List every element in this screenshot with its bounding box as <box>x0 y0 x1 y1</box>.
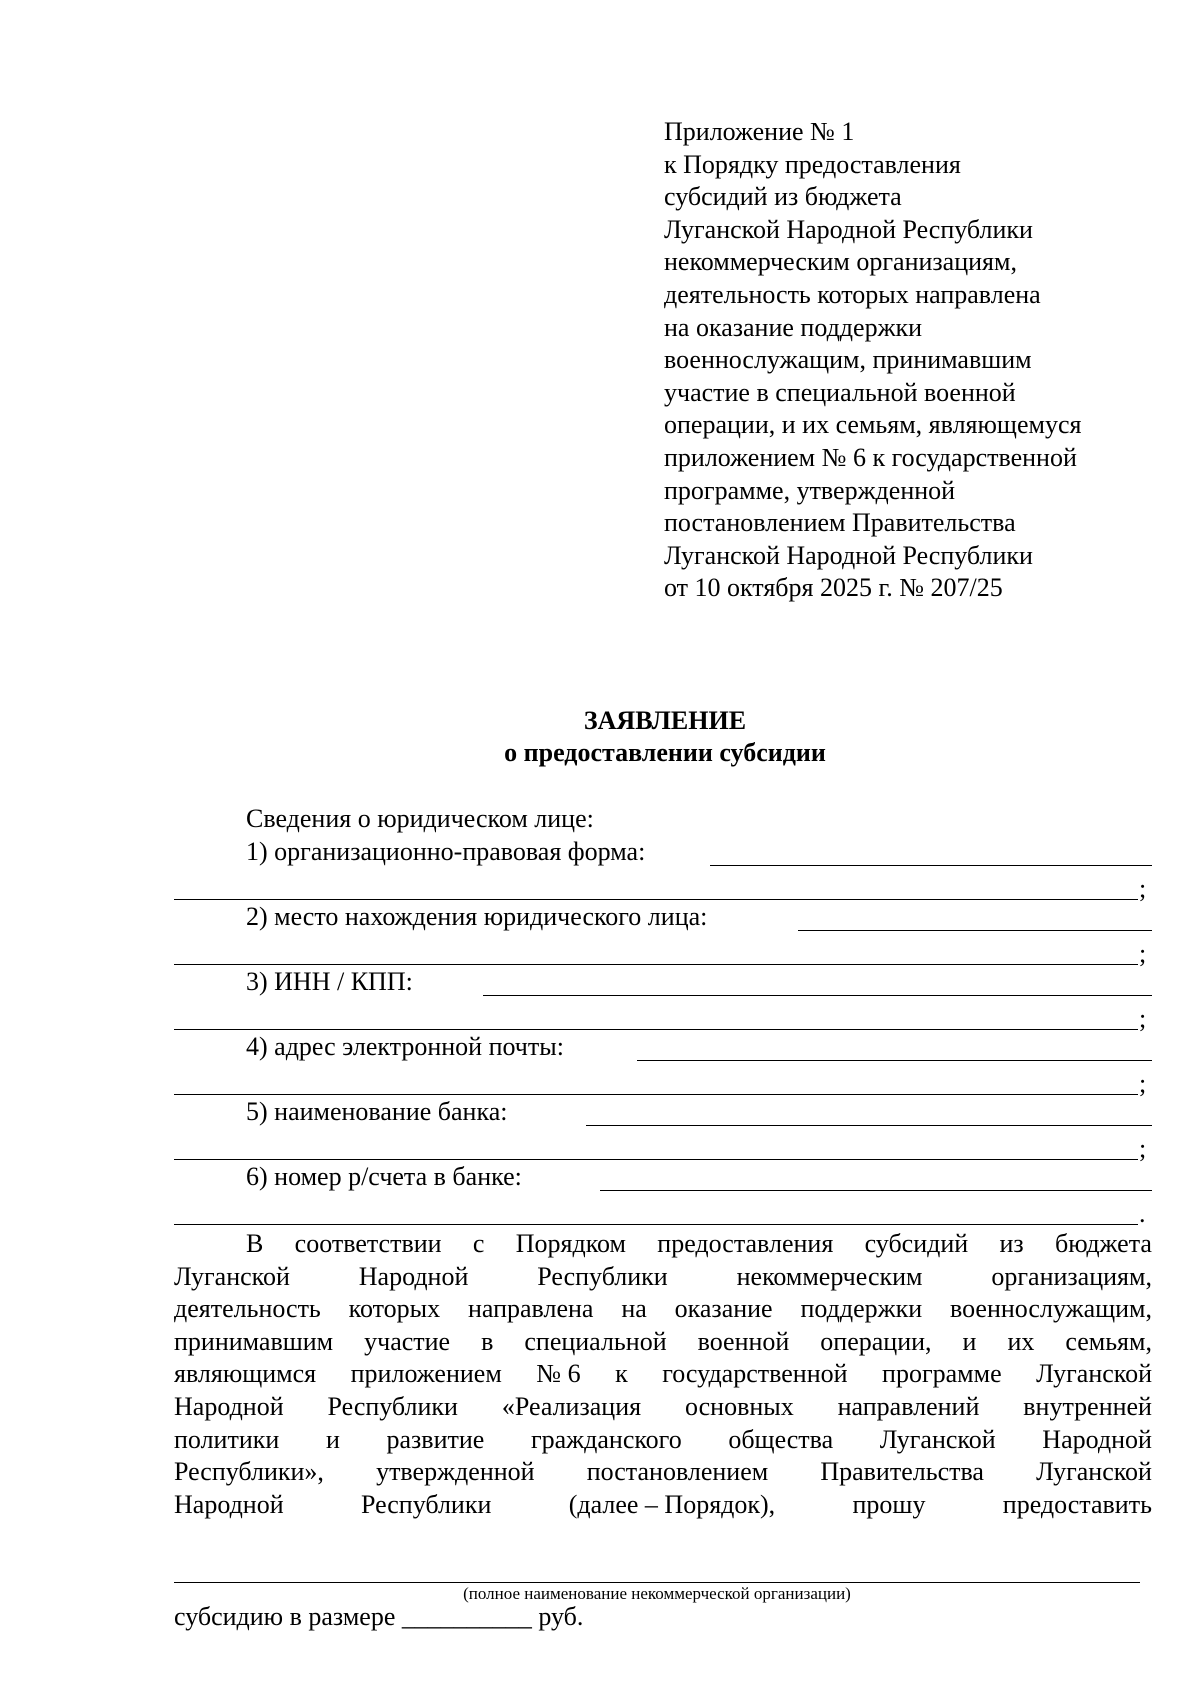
paragraph-word: к <box>615 1359 628 1389</box>
paragraph-word: являющимся <box>174 1359 317 1389</box>
paragraph-word: № 6 <box>536 1359 581 1389</box>
subsidy-currency: руб. <box>538 1602 584 1631</box>
paragraph-word: с <box>472 1229 485 1258</box>
appendix-line: к Порядку предоставления <box>664 149 961 179</box>
paragraph-word: внутренней <box>1023 1391 1152 1421</box>
appendix-line: военнослужащим, принимавшим <box>664 345 1032 375</box>
paragraph-word: государственной <box>662 1359 848 1389</box>
paragraph-word: Луганской <box>174 1261 290 1291</box>
field-blank-location-cont[interactable] <box>174 964 1138 965</box>
paragraph-word: оказание <box>674 1294 773 1324</box>
paragraph-word: Луганской <box>1036 1457 1152 1487</box>
paragraph-word: гражданского <box>530 1424 682 1454</box>
paragraph-word: в <box>481 1326 494 1356</box>
field-blank-bank-name-cont[interactable] <box>174 1159 1138 1160</box>
paragraph-word: приложением <box>350 1359 502 1389</box>
paragraph-word: Луганской <box>1036 1359 1152 1389</box>
field-label-location: 2) место нахождения юридического лица: <box>246 902 708 931</box>
paragraph-word: В <box>246 1229 264 1258</box>
paragraph-word: субсидий <box>864 1229 969 1258</box>
field-end-mark: ; <box>1139 1134 1147 1163</box>
appendix-line: субсидий из бюджета <box>664 182 902 212</box>
paragraph-line <box>174 1456 1152 1489</box>
paragraph-word: семьям, <box>1065 1326 1152 1356</box>
field-end-mark: ; <box>1139 939 1147 968</box>
paragraph-word: бюджета <box>1055 1229 1152 1258</box>
paragraph-word: Республики», <box>174 1457 324 1487</box>
paragraph-line <box>174 1358 1152 1391</box>
paragraph-word: Порядком <box>515 1229 626 1258</box>
paragraph-line <box>174 1228 1152 1261</box>
appendix-line: программе, утвержденной <box>664 475 956 505</box>
paragraph-word: постановлением <box>586 1457 769 1487</box>
appendix-line: Луганской Народной Республики <box>664 214 1033 244</box>
paragraph-word: прошу <box>852 1489 926 1519</box>
paragraph-line <box>174 1261 1152 1294</box>
paragraph-word: деятельность <box>174 1294 321 1324</box>
paragraph-word: соответствии <box>294 1229 442 1258</box>
paragraph-word: политики <box>174 1424 280 1454</box>
appendix-line: на оказание поддержки <box>664 312 923 342</box>
paragraph-word: Республики <box>360 1489 492 1519</box>
paragraph-word: «Реализация <box>501 1391 642 1421</box>
paragraph-word: участие <box>364 1326 451 1356</box>
paragraph-word: военнослужащим, <box>950 1294 1152 1324</box>
paragraph-word: направлений <box>837 1391 980 1421</box>
form-intro: Сведения о юридическом лице: <box>246 804 594 833</box>
paragraph-word: поддержки <box>800 1294 923 1324</box>
field-blank-account-number[interactable] <box>600 1190 1152 1191</box>
paragraph-word: Народной <box>1042 1424 1152 1454</box>
paragraph-word: Народной <box>174 1391 284 1421</box>
paragraph-word: операции, <box>820 1326 932 1356</box>
paragraph-word: общества <box>728 1424 834 1454</box>
paragraph-word: на <box>621 1294 647 1324</box>
field-label-account-number: 6) номер р/счета в банке: <box>246 1162 522 1191</box>
subsidy-prefix: субсидию в размере <box>174 1602 396 1631</box>
request-paragraph <box>174 1228 1152 1521</box>
paragraph-word: Луганской <box>879 1424 996 1454</box>
appendix-line: Луганской Народной Республики <box>664 540 1033 570</box>
paragraph-line <box>174 1391 1152 1424</box>
appendix-line: некоммерческим организациям, <box>664 247 1017 277</box>
paragraph-word: организациям, <box>991 1261 1152 1291</box>
subsidy-amount-line <box>174 1602 583 1632</box>
field-label-legal-form: 1) организационно-правовая форма: <box>246 837 646 866</box>
appendix-line: Приложение № 1 <box>664 117 855 146</box>
paragraph-word: Республики <box>537 1261 668 1291</box>
document-subtitle: о предоставлении субсидии <box>504 738 826 767</box>
field-label-inn-kpp: 3) ИНН / КПП: <box>246 967 413 996</box>
organization-name-blank[interactable] <box>174 1582 1140 1583</box>
paragraph-line <box>174 1293 1152 1326</box>
appendix-line: участие в специальной военной <box>664 377 1016 407</box>
paragraph-word: принимавшим <box>174 1326 334 1356</box>
appendix-line: деятельность которых направлена <box>664 279 1041 309</box>
paragraph-word: Правительства <box>820 1457 984 1487</box>
paragraph-word: и <box>325 1424 340 1454</box>
paragraph-word: из <box>999 1229 1024 1258</box>
field-blank-account-number-cont[interactable] <box>174 1224 1138 1225</box>
paragraph-line <box>174 1326 1152 1359</box>
document-title: ЗАЯВЛЕНИЕ <box>583 706 747 735</box>
appendix-line: операции, и их семьям, являющемуся <box>664 410 1082 440</box>
paragraph-word: Народной <box>174 1489 284 1519</box>
field-end-mark: ; <box>1139 1069 1147 1098</box>
field-end-mark: . <box>1139 1199 1146 1228</box>
paragraph-word: их <box>1007 1326 1035 1356</box>
field-blank-inn-kpp-cont[interactable] <box>174 1029 1138 1030</box>
subsidy-amount-blank[interactable]: __________ <box>401 1602 532 1631</box>
field-label-email: 4) адрес электронной почты: <box>246 1032 564 1061</box>
field-blank-bank-name[interactable] <box>586 1125 1152 1126</box>
appendix-line: приложением № 6 к государственной <box>664 442 1077 472</box>
field-end-mark: ; <box>1139 1004 1147 1033</box>
organization-name-caption: (полное наименование некоммерческой организации) <box>463 1584 851 1603</box>
paragraph-word: (далее – Порядок), <box>568 1489 776 1519</box>
paragraph-line <box>174 1424 1152 1457</box>
appendix-header <box>664 116 1164 605</box>
paragraph-word: Народной <box>358 1261 469 1291</box>
field-label-bank-name: 5) наименование банка: <box>246 1097 508 1126</box>
field-blank-location[interactable] <box>798 930 1152 931</box>
paragraph-word: некоммерческим <box>736 1261 923 1291</box>
paragraph-word: специальной <box>524 1326 667 1356</box>
paragraph-word: направлена <box>467 1294 594 1324</box>
field-blank-email-cont[interactable] <box>174 1094 1138 1095</box>
appendix-line: от 10 октября 2025 г. № 207/25 <box>664 573 1003 603</box>
field-blank-email[interactable] <box>637 1060 1152 1061</box>
paragraph-word: которых <box>348 1294 441 1324</box>
paragraph-word: Республики <box>327 1391 458 1421</box>
field-blank-legal-form[interactable] <box>710 865 1152 866</box>
paragraph-word: развитие <box>386 1424 485 1454</box>
paragraph-word: предоставления <box>657 1229 834 1258</box>
field-blank-inn-kpp[interactable] <box>483 995 1152 996</box>
paragraph-word: военной <box>697 1326 790 1356</box>
paragraph-word: утвержденной <box>376 1457 535 1487</box>
paragraph-word: основных <box>684 1391 794 1421</box>
field-end-mark: ; <box>1139 874 1147 903</box>
paragraph-line <box>174 1489 1152 1522</box>
paragraph-word: и <box>962 1326 977 1356</box>
field-blank-legal-form-cont[interactable] <box>174 899 1138 900</box>
paragraph-word: программе <box>882 1359 1002 1389</box>
paragraph-word: предоставить <box>1002 1489 1152 1519</box>
appendix-line: постановлением Правительства <box>664 508 1016 538</box>
